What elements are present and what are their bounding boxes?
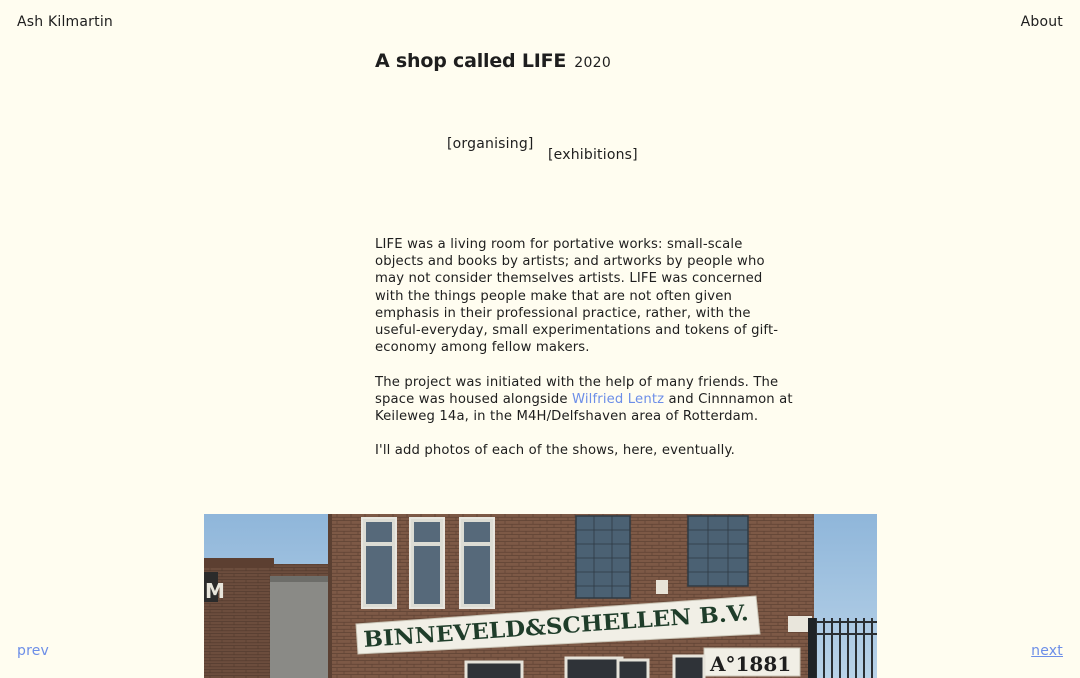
wilfried-lentz-link[interactable]: Wilfried Lentz xyxy=(571,391,665,407)
side-letter: M xyxy=(205,579,225,603)
site-name-link[interactable]: Ash Kilmartin xyxy=(17,14,113,30)
project-year: 2020 xyxy=(574,55,612,71)
description-paragraph-2 xyxy=(375,374,795,426)
building-photo xyxy=(204,514,877,678)
tag-organising[interactable]: [organising] xyxy=(447,136,534,152)
tag-exhibitions[interactable]: [exhibitions] xyxy=(548,147,638,163)
next-link[interactable]: next xyxy=(1031,643,1063,659)
description-paragraph-3: I'll add photos of each of the shows, here, eventually. xyxy=(375,443,735,459)
project-description xyxy=(375,236,795,477)
date-plate: A°1881 xyxy=(710,652,792,676)
building-photo-illustration xyxy=(204,514,877,678)
sign-text: BINNEVELD&SCHELLEN B.V. xyxy=(362,601,732,653)
prev-link[interactable]: prev xyxy=(17,643,50,659)
project-title: A shop called LIFE xyxy=(375,50,567,72)
description-paragraph-1: LIFE was a living room for portative works: small-scale objects and books by artists; and artworks by people who may not consider themselves artists. LIFE was concerned with the things people make that are not often given emphasis in their professional practice, rather, with the useful-everyday, small experimentations and tokens of gift-economy among fellow makers. xyxy=(375,237,779,356)
paragraph-2-text-start: The project was initiated with the help of many friends. The space was housed alongside xyxy=(375,374,779,407)
about-link[interactable]: About xyxy=(1020,14,1063,30)
paragraph-2-text-end: and Cinnnamon at Keileweg 14a, in the M4H/Delfshaven area of Rotterdam. xyxy=(375,391,793,425)
project-heading xyxy=(375,49,611,75)
